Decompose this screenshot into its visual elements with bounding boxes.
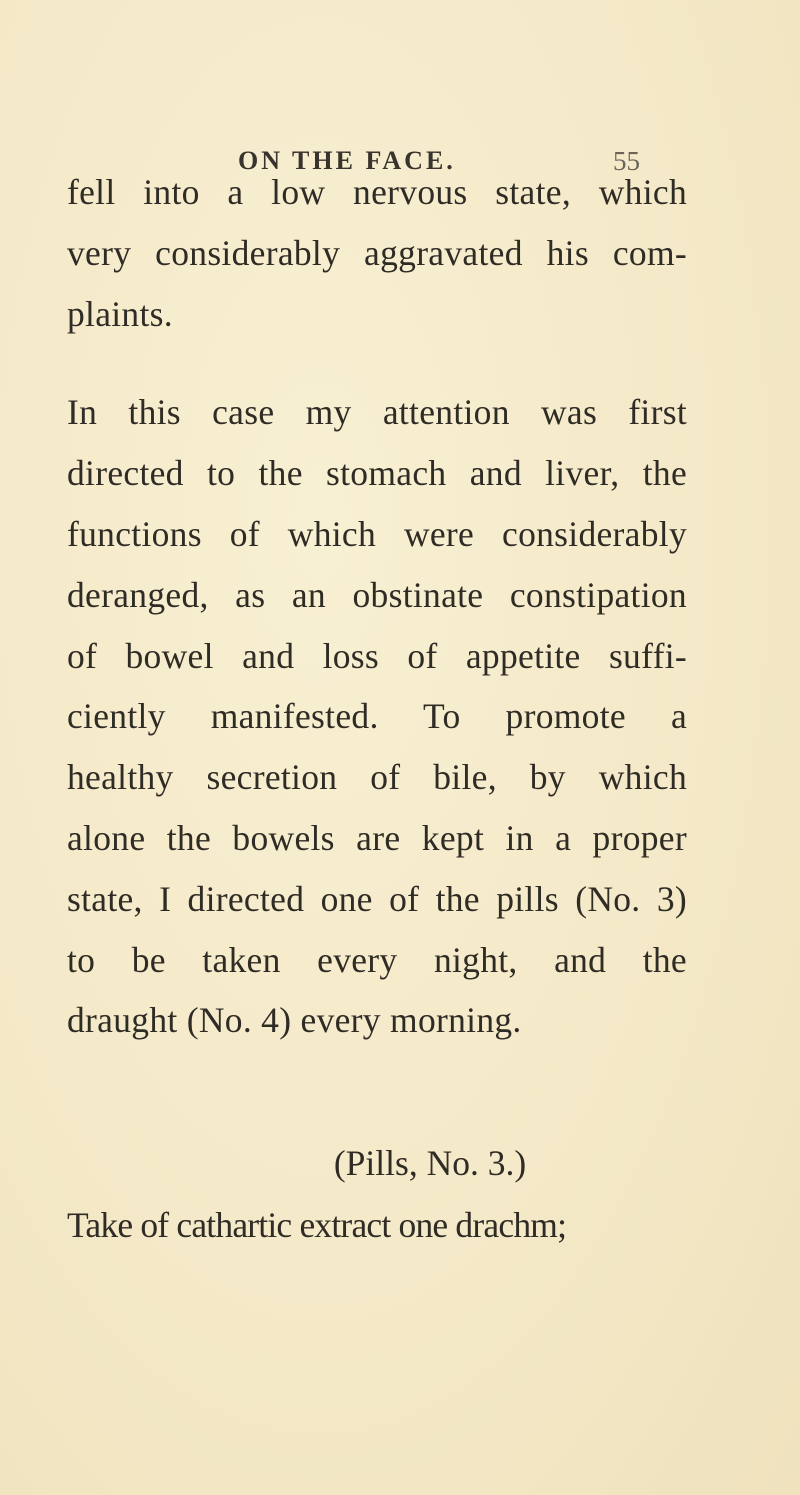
text-line: ciently manifested. To promote a — [67, 696, 687, 737]
text-line: In this case my attention was first — [67, 392, 687, 433]
text-line: directed to the stomach and liver, the — [67, 453, 687, 494]
paragraph-gap — [67, 344, 687, 382]
text-line: of bowel and loss of appetite suffi- — [67, 635, 687, 676]
running-title: ON THE FACE. — [238, 146, 456, 175]
text-line: to be taken every night, and the — [67, 939, 687, 980]
body-text — [67, 162, 687, 1051]
text-line: state, I directed one of the pills (No. 3) — [67, 878, 687, 919]
formula-heading: (Pills, No. 3.) — [333, 1143, 527, 1183]
text-line: functions of which were considerably — [67, 513, 687, 554]
paragraph-2 — [67, 382, 687, 1051]
text-line: plaints. — [67, 293, 173, 334]
formula-line: Take of cathartic extract one drachm; — [67, 1205, 567, 1245]
text-line: very considerably aggravated his com- — [67, 232, 687, 273]
text-line: draught (No. 4) every morning. — [67, 1000, 522, 1041]
text-line: healthy secretion of bile, by which — [67, 757, 687, 798]
page-number: 55 — [613, 146, 640, 176]
paragraph-1 — [67, 162, 687, 344]
text-line: fell into a low nervous state, which — [67, 172, 687, 212]
text-line: deranged, as an obstinate constipation — [67, 574, 687, 615]
text-line: alone the bowels are kept in a proper — [67, 817, 687, 858]
